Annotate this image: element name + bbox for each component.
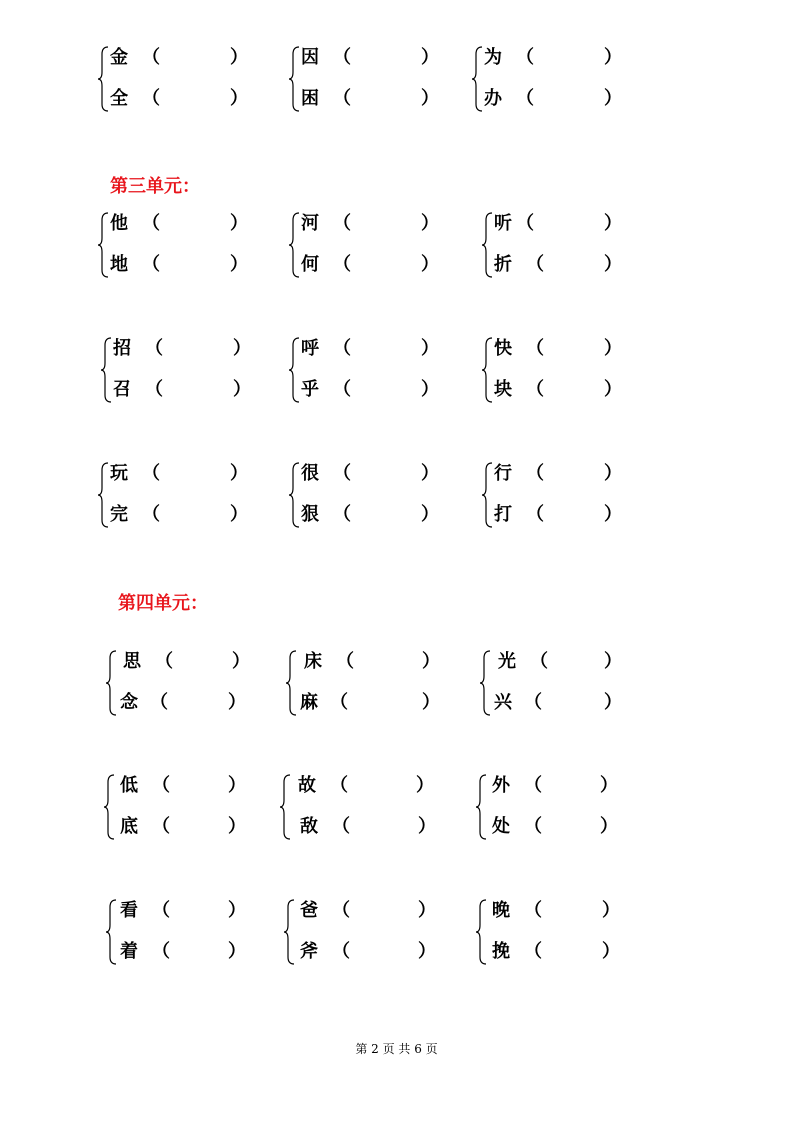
brace-icon — [104, 774, 116, 840]
paren-close: ） — [228, 941, 246, 962]
char: 河 — [301, 213, 319, 234]
brace-icon — [98, 462, 110, 528]
section-heading-unit-4: 第四单元： — [118, 593, 208, 614]
char: 玩 — [110, 463, 128, 484]
char: 狠 — [301, 504, 319, 525]
brace-icon — [280, 774, 292, 840]
char-pair-top — [488, 774, 628, 798]
brace-icon — [286, 650, 298, 716]
paren-close: ） — [604, 47, 622, 68]
char-pair-group — [98, 212, 248, 278]
char-pair-top — [492, 650, 632, 674]
char: 全 — [110, 88, 128, 109]
char: 晚 — [492, 900, 510, 921]
char: 很 — [301, 463, 319, 484]
char: 故 — [298, 775, 316, 796]
char: 召 — [113, 379, 131, 400]
char: 爸 — [300, 900, 318, 921]
char-pair-bottom — [118, 940, 258, 964]
paren-close: ） — [232, 651, 250, 672]
paren-close: ） — [416, 775, 434, 796]
paren-close: ） — [604, 379, 622, 400]
brace-icon — [289, 337, 301, 403]
paren-open: （ — [142, 463, 160, 484]
paren-open: （ — [152, 775, 170, 796]
char-pair-bottom — [296, 940, 436, 964]
paren-close: ） — [604, 338, 622, 359]
section-heading-unit-3: 第三单元： — [110, 176, 200, 197]
char-pair-bottom — [488, 940, 628, 964]
brace-icon — [284, 899, 296, 965]
paren-close: ） — [228, 775, 246, 796]
char: 听 — [494, 213, 512, 234]
paren-close: ） — [600, 816, 618, 837]
char-pair-bottom — [118, 691, 258, 715]
paren-open: （ — [142, 504, 160, 525]
char-pair-bottom — [301, 253, 441, 277]
paren-open: （ — [150, 692, 168, 713]
char: 块 — [494, 379, 512, 400]
paren-open: （ — [333, 504, 351, 525]
char: 床 — [304, 651, 322, 672]
brace-icon — [472, 46, 484, 112]
char-pair-group — [289, 46, 439, 112]
char-pair-bottom — [298, 691, 438, 715]
paren-close: ） — [604, 504, 622, 525]
paren-close: ） — [604, 213, 622, 234]
paren-close: ） — [421, 47, 439, 68]
paren-open: （ — [333, 463, 351, 484]
char-pair-group — [289, 337, 439, 403]
paren-open: （ — [152, 900, 170, 921]
char: 呼 — [301, 338, 319, 359]
char-pair-group — [480, 650, 630, 716]
char-pair-group — [280, 774, 436, 840]
paren-open: （ — [516, 47, 534, 68]
char-pair-bottom — [494, 503, 634, 527]
paren-close: ） — [421, 254, 439, 275]
char-pair-group — [476, 899, 626, 965]
paren-close: ） — [418, 941, 436, 962]
char: 快 — [494, 338, 512, 359]
paren-open: （ — [336, 651, 354, 672]
paren-close: ） — [233, 338, 251, 359]
char: 行 — [494, 463, 512, 484]
paren-close: ） — [228, 816, 246, 837]
paren-open: （ — [524, 900, 542, 921]
char: 他 — [110, 213, 128, 234]
paren-close: ） — [421, 463, 439, 484]
char-pair-group — [476, 774, 626, 840]
paren-close: ） — [600, 775, 618, 796]
char: 兴 — [494, 692, 512, 713]
char-pair-bottom — [301, 378, 441, 402]
char-pair-top — [488, 899, 628, 923]
char-pair-bottom — [292, 815, 436, 839]
paren-open: （ — [142, 254, 160, 275]
paren-open: （ — [332, 941, 350, 962]
char-pair-group — [284, 899, 434, 965]
brace-icon — [106, 650, 118, 716]
char-pair-top — [301, 462, 441, 486]
paren-open: （ — [155, 651, 173, 672]
paren-close: ） — [604, 692, 622, 713]
paren-open: （ — [526, 504, 544, 525]
char: 完 — [110, 504, 128, 525]
char-pair-top — [484, 46, 624, 70]
char-pair-top — [494, 212, 634, 236]
char-pair-top — [301, 337, 441, 361]
paren-open: （ — [526, 379, 544, 400]
char-pair-group — [104, 774, 254, 840]
char: 办 — [484, 88, 502, 109]
paren-close: ） — [230, 88, 248, 109]
paren-close: ） — [230, 463, 248, 484]
paren-open: （ — [333, 254, 351, 275]
char-pair-group — [289, 212, 439, 278]
paren-close: ） — [230, 254, 248, 275]
paren-close: ） — [418, 900, 436, 921]
char: 困 — [301, 88, 319, 109]
brace-icon — [482, 337, 494, 403]
paren-close: ） — [602, 941, 620, 962]
paren-close: ） — [230, 504, 248, 525]
paren-close: ） — [230, 213, 248, 234]
paren-close: ） — [421, 338, 439, 359]
brace-icon — [98, 212, 110, 278]
paren-open: （ — [330, 692, 348, 713]
char-pair-group — [482, 462, 632, 528]
char: 因 — [301, 47, 319, 68]
char-pair-top — [292, 774, 432, 798]
char-pair-group — [98, 46, 248, 112]
brace-icon — [98, 46, 110, 112]
char-pair-bottom — [110, 87, 250, 111]
paren-open: （ — [524, 775, 542, 796]
char-pair-top — [110, 46, 250, 70]
brace-icon — [482, 462, 494, 528]
char-pair-group — [106, 899, 256, 965]
paren-open: （ — [524, 816, 542, 837]
brace-icon — [476, 899, 488, 965]
char-pair-bottom — [492, 691, 632, 715]
paren-open: （ — [142, 47, 160, 68]
brace-icon — [289, 212, 301, 278]
char: 外 — [492, 775, 510, 796]
char: 斧 — [300, 941, 318, 962]
char-pair-group — [98, 462, 248, 528]
paren-close: ） — [421, 213, 439, 234]
paren-open: （ — [333, 213, 351, 234]
char-pair-group — [482, 212, 632, 278]
char: 看 — [120, 900, 138, 921]
paren-open: （ — [152, 941, 170, 962]
paren-open: （ — [152, 816, 170, 837]
paren-open: （ — [516, 213, 534, 234]
char-pair-bottom — [110, 503, 250, 527]
char: 底 — [120, 816, 138, 837]
char-pair-bottom — [301, 87, 441, 111]
char: 念 — [120, 692, 138, 713]
brace-icon — [482, 212, 494, 278]
char-pair-top — [301, 212, 441, 236]
paren-open: （ — [333, 47, 351, 68]
char-pair-group — [286, 650, 440, 716]
char: 麻 — [300, 692, 318, 713]
char-pair-top — [110, 462, 250, 486]
char-pair-top — [298, 650, 438, 674]
paren-close: ） — [604, 463, 622, 484]
brace-icon — [480, 650, 492, 716]
char: 折 — [494, 254, 512, 275]
char-pair-bottom — [494, 253, 634, 277]
paren-open: （ — [526, 254, 544, 275]
paren-close: ） — [233, 379, 251, 400]
char-pair-group — [472, 46, 622, 112]
char-pair-bottom — [113, 378, 253, 402]
char-pair-group — [482, 337, 632, 403]
char-pair-top — [296, 899, 436, 923]
char-pair-bottom — [301, 503, 441, 527]
char: 着 — [120, 941, 138, 962]
char-pair-top — [118, 650, 258, 674]
brace-icon — [476, 774, 488, 840]
char-pair-group — [106, 650, 256, 716]
paren-open: （ — [526, 463, 544, 484]
paren-open: （ — [524, 692, 542, 713]
paren-close: ） — [422, 692, 440, 713]
brace-icon — [106, 899, 118, 965]
char: 挽 — [492, 941, 510, 962]
char-pair-group — [289, 462, 439, 528]
char-pair-top — [113, 337, 253, 361]
paren-close: ） — [421, 379, 439, 400]
char: 地 — [110, 254, 128, 275]
char-pair-bottom — [488, 815, 628, 839]
brace-icon — [289, 46, 301, 112]
paren-close: ） — [418, 816, 436, 837]
paren-open: （ — [524, 941, 542, 962]
char: 乎 — [301, 379, 319, 400]
char-pair-top — [116, 774, 256, 798]
paren-close: ） — [422, 651, 440, 672]
paren-open: （ — [142, 213, 160, 234]
paren-close: ） — [604, 651, 622, 672]
paren-open: （ — [333, 88, 351, 109]
paren-open: （ — [530, 651, 548, 672]
char: 低 — [120, 775, 138, 796]
paren-open: （ — [333, 379, 351, 400]
paren-close: ） — [230, 47, 248, 68]
char-pair-top — [118, 899, 258, 923]
paren-open: （ — [145, 338, 163, 359]
paren-open: （ — [145, 379, 163, 400]
paren-close: ） — [421, 88, 439, 109]
brace-icon — [101, 337, 113, 403]
char: 招 — [113, 338, 131, 359]
char-pair-bottom — [494, 378, 634, 402]
char-pair-bottom — [110, 253, 250, 277]
paren-close: ） — [421, 504, 439, 525]
paren-open: （ — [332, 900, 350, 921]
paren-close: ） — [228, 692, 246, 713]
char: 打 — [494, 504, 512, 525]
paren-close: ） — [604, 254, 622, 275]
brace-icon — [289, 462, 301, 528]
page-number-footer: 第 2 页 共 6 页 — [355, 1042, 438, 1056]
paren-close: ） — [604, 88, 622, 109]
char-pair-top — [494, 462, 634, 486]
char: 思 — [123, 651, 141, 672]
char-pair-top — [110, 212, 250, 236]
paren-open: （ — [526, 338, 544, 359]
char-pair-bottom — [484, 87, 624, 111]
char: 何 — [301, 254, 319, 275]
paren-open: （ — [142, 88, 160, 109]
char-pair-bottom — [116, 815, 256, 839]
char: 处 — [492, 816, 510, 837]
char-pair-top — [301, 46, 441, 70]
paren-open: （ — [330, 775, 348, 796]
char: 光 — [498, 651, 516, 672]
paren-close: ） — [228, 900, 246, 921]
paren-open: （ — [332, 816, 350, 837]
paren-close: ） — [602, 900, 620, 921]
paren-open: （ — [516, 88, 534, 109]
char: 敌 — [300, 816, 318, 837]
char: 为 — [484, 47, 502, 68]
char-pair-top — [494, 337, 634, 361]
char: 金 — [110, 47, 128, 68]
paren-open: （ — [333, 338, 351, 359]
char-pair-group — [101, 337, 251, 403]
